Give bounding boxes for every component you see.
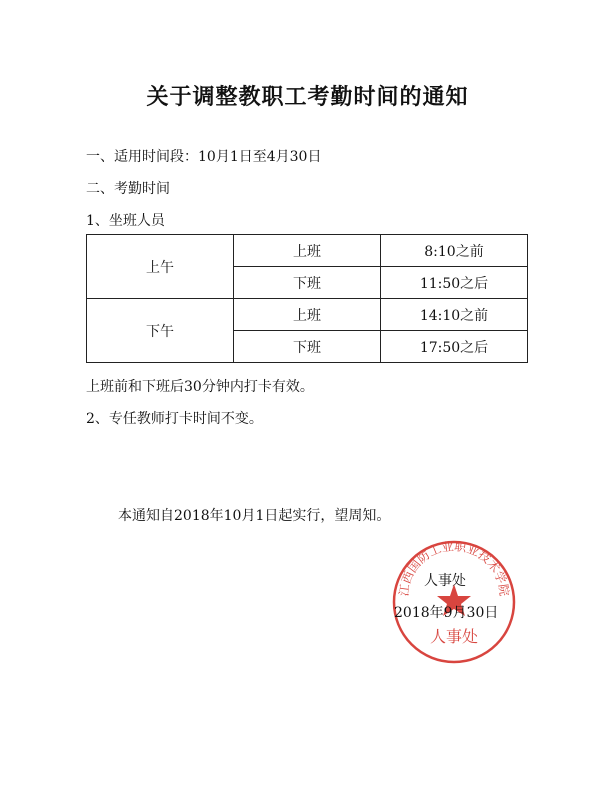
notice-title: 关于调整教职工考勤时间的通知 (146, 84, 469, 110)
action-cell: 下班 (234, 267, 381, 299)
office-staff-heading: 1、坐班人员 (86, 213, 165, 229)
table-row (87, 299, 528, 331)
period-cell: 下午 (87, 299, 234, 363)
time-cell: 8:10之前 (381, 235, 528, 267)
attendance-time-heading: 二、考勤时间 (86, 181, 170, 197)
action-cell: 上班 (234, 299, 381, 331)
signature-department: 人事处 (424, 573, 466, 589)
table-note: 上班前和下班后30分钟内打卡有效。 (86, 379, 314, 395)
teacher-note: 2、专任教师打卡时间不变。 (86, 411, 263, 427)
signature-date: 2018年9月30日 (394, 605, 499, 621)
time-cell: 17:50之后 (381, 331, 528, 363)
seal-outer-text: 江西国防工业职业技术学院 (396, 539, 512, 597)
time-cell: 14:10之前 (381, 299, 528, 331)
time-cell: 11:50之后 (381, 267, 528, 299)
attendance-schedule-table (86, 234, 528, 363)
closing-statement: 本通知自2018年10月1日起实行，望周知。 (118, 508, 391, 524)
table-row (87, 235, 528, 267)
period-cell: 上午 (87, 235, 234, 299)
seal-inner-text: 人事处 (429, 627, 479, 646)
action-cell: 上班 (234, 235, 381, 267)
action-cell: 下班 (234, 331, 381, 363)
applicable-period: 一、适用时间段：10月1日至4月30日 (86, 149, 322, 165)
